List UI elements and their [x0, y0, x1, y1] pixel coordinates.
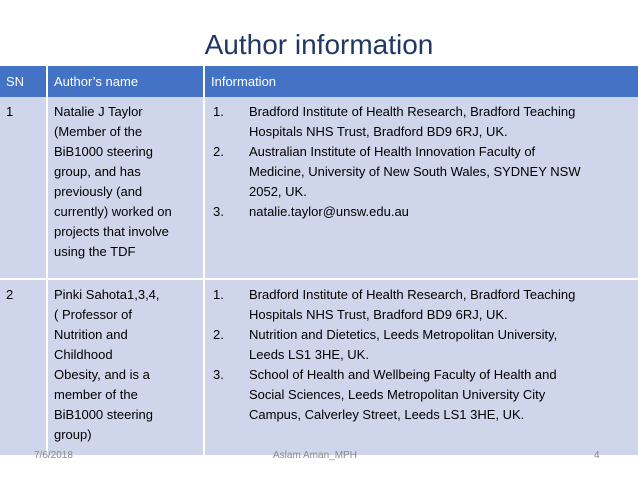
affiliation-line: Hospitals NHS Trust, Bradford BD9 6RJ, UK. — [249, 307, 508, 322]
affiliation-line: Hospitals NHS Trust, Bradford BD9 6RJ, UK. — [249, 124, 508, 139]
header-information: Information — [204, 66, 638, 97]
affiliation-item — [211, 365, 632, 425]
affiliation-line: Australian Institute of Health Innovation Faculty of — [249, 144, 536, 159]
name-line: using the TDF — [54, 244, 136, 259]
name-line: projects that involve — [54, 224, 169, 239]
information-cell — [204, 279, 638, 455]
information-cell — [204, 97, 638, 279]
affiliation-item — [211, 142, 632, 202]
footer-author: Aslam Aman_MPH — [273, 450, 357, 461]
name-line: Natalie J Taylor — [54, 104, 143, 119]
author-table — [0, 66, 638, 455]
name-line: Pinki Sahota1,3,4, — [54, 287, 160, 302]
item-number: 2. — [213, 144, 224, 159]
name-line: BiB1000 steering — [54, 407, 154, 422]
affiliation-item — [211, 202, 632, 222]
item-number: 2. — [213, 327, 224, 342]
affiliation-item — [211, 102, 632, 142]
name-line: currently) worked on — [54, 204, 172, 219]
affiliation-line: Leeds LS1 3HE, UK. — [249, 347, 369, 362]
header-sn: SN — [0, 66, 47, 97]
slide-title: Author information — [204, 29, 434, 60]
affiliation-line: 2052, UK. — [249, 184, 307, 199]
row-sn: 1 — [0, 97, 47, 279]
table-row — [0, 97, 638, 279]
name-line: group) — [54, 427, 92, 442]
name-line: previously (and — [54, 184, 143, 199]
affiliation-line: Bradford Institute of Health Research, Bradford Teaching — [249, 287, 576, 302]
row-sn: 2 — [0, 279, 47, 455]
affiliation-line: Medicine, University of New South Wales, SYDNEY NSW — [249, 164, 581, 179]
name-line: (Member of the — [54, 124, 143, 139]
affiliation-line: Bradford Institute of Health Research, Bradford Teaching — [249, 104, 576, 119]
table-row — [0, 279, 638, 455]
author-name-cell — [47, 97, 204, 279]
name-line: BiB1000 steering — [54, 144, 154, 159]
affiliation-item — [211, 285, 632, 325]
item-number: 3. — [213, 367, 224, 382]
author-name-cell — [47, 279, 204, 455]
name-line: Childhood — [54, 347, 113, 362]
affiliation-line: Social Sciences, Leeds Metropolitan University City — [249, 387, 546, 402]
affiliation-line: Campus, Calverley Street, Leeds LS1 3HE, UK. — [249, 407, 525, 422]
affiliation-line: School of Health and Wellbeing Faculty of Health and — [249, 367, 557, 382]
affiliation-list — [211, 285, 632, 425]
footer-page-number: 4 — [594, 450, 600, 461]
item-number: 1. — [213, 104, 224, 119]
affiliation-line: Nutrition and Dietetics, Leeds Metropolitan University, — [249, 327, 558, 342]
name-line: member of the — [54, 387, 138, 402]
email-line: natalie.taylor@unsw.edu.au — [249, 204, 409, 219]
affiliation-list — [211, 102, 632, 222]
name-line: group, and has — [54, 164, 141, 179]
name-line: Obesity, and is a — [54, 367, 150, 382]
header-author-name: Author’s name — [47, 66, 204, 97]
affiliation-item — [211, 325, 632, 365]
name-line: Nutrition and — [54, 327, 128, 342]
table-header-row — [0, 66, 638, 97]
footer-date: 7/6/2018 — [34, 450, 73, 461]
item-number: 1. — [213, 287, 224, 302]
item-number: 3. — [213, 204, 224, 219]
name-line: ( Professor of — [54, 307, 133, 322]
